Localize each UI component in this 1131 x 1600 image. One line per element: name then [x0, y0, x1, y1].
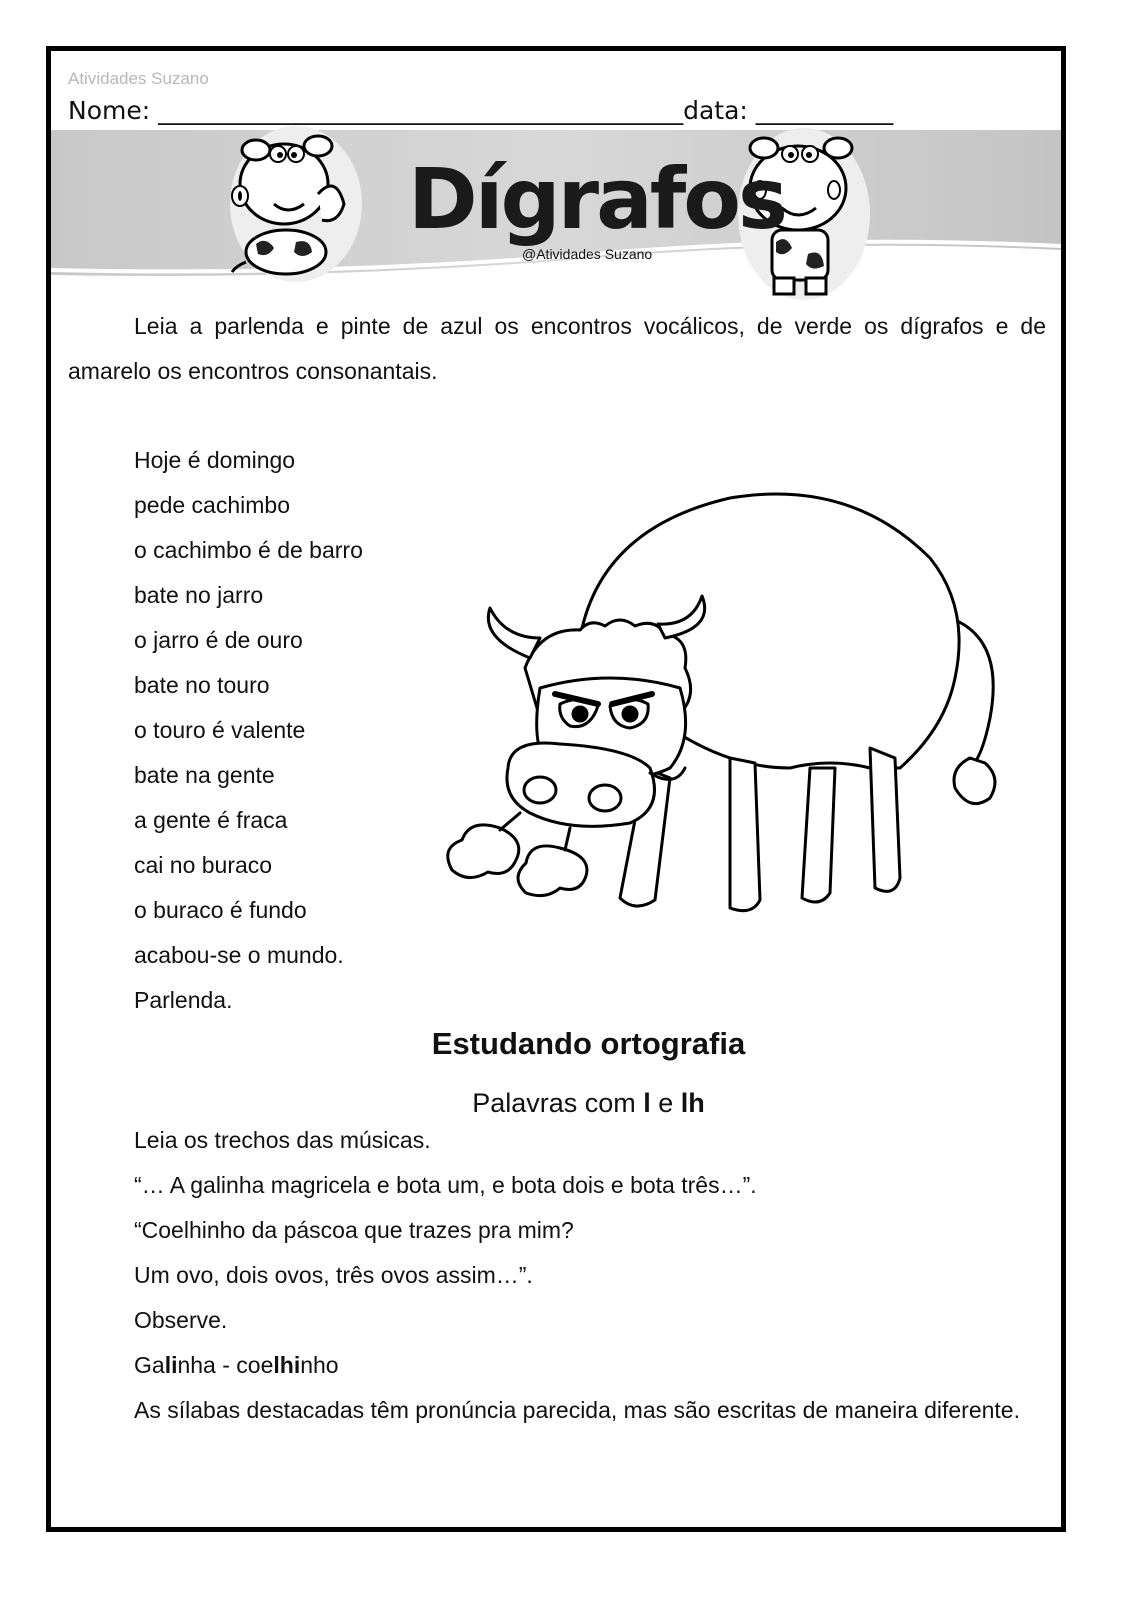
cow-mascot-left-icon [226, 124, 366, 284]
subtitle-conjunction: e [650, 1088, 681, 1118]
instructions-text: Leia a parlenda e pinte de azul os encontros vocálicos, de verde os dígrafos e de amarelo os encontros consonantais. [68, 313, 1046, 384]
conclusion-paragraph [68, 1388, 1046, 1433]
observe-label: Observe. [134, 1307, 228, 1333]
instructions-paragraph [68, 304, 1046, 394]
word-part: Ga [134, 1352, 165, 1378]
poem-line: pede cachimbo [134, 492, 290, 518]
poem-line: cai no buraco [134, 852, 273, 878]
name-date-line[interactable]: Nome: __________________________________________data: ___________ [68, 96, 894, 125]
subtitle-digraph-lh: lh [680, 1088, 705, 1118]
conclusion-text: As sílabas destacadas têm pronúncia parecida, mas são escritas de maneira diferente. [134, 1397, 1020, 1423]
music-quote: “Coelhinho da páscoa que trazes pra mim? [134, 1217, 574, 1243]
music-quote: Um ovo, dois ovos, três ovos assim…”. [134, 1262, 533, 1288]
watermark: Atividades Suzano [68, 69, 209, 88]
poem-line: a gente é fraca [134, 807, 288, 833]
subtitle-prefix: Palavras com [472, 1088, 644, 1118]
music-quote: “… A galinha magricela e bota um, e bota dois e bota três…”. [134, 1172, 757, 1198]
poem-line: o jarro é de ouro [134, 627, 303, 653]
highlighted-words [134, 1343, 757, 1388]
word-part: nha - coe [177, 1352, 274, 1378]
subtitle-letter-l: l [643, 1088, 651, 1118]
poem-line: bate na gente [134, 762, 275, 788]
poem-line: o touro é valente [134, 717, 306, 743]
poem-line: o cachimbo é de barro [134, 537, 363, 563]
music-block [134, 1118, 757, 1388]
bull-illustration-icon [430, 468, 1010, 938]
poem-source: Parlenda. [134, 987, 233, 1013]
music-intro: Leia os trechos das músicas. [134, 1127, 431, 1153]
highlighted-syllable-lhi: lhi [273, 1352, 301, 1378]
poem-line: bate no jarro [134, 582, 264, 608]
poem-block [134, 438, 363, 1023]
poem-line: Hoje é domingo [134, 447, 296, 473]
section-subtitle [0, 1088, 1131, 1119]
highlighted-syllable-li: li [164, 1352, 178, 1378]
section-title: Estudando ortografia [431, 1026, 746, 1061]
word-part: nho [300, 1352, 339, 1378]
poem-line: acabou-se o mundo. [134, 942, 344, 968]
banner-credit: @Atividades Suzano [522, 246, 653, 262]
poem-line: o buraco é fundo [134, 897, 307, 923]
poem-line: bate no touro [134, 672, 270, 698]
worksheet-title: Dígrafos [408, 150, 786, 248]
